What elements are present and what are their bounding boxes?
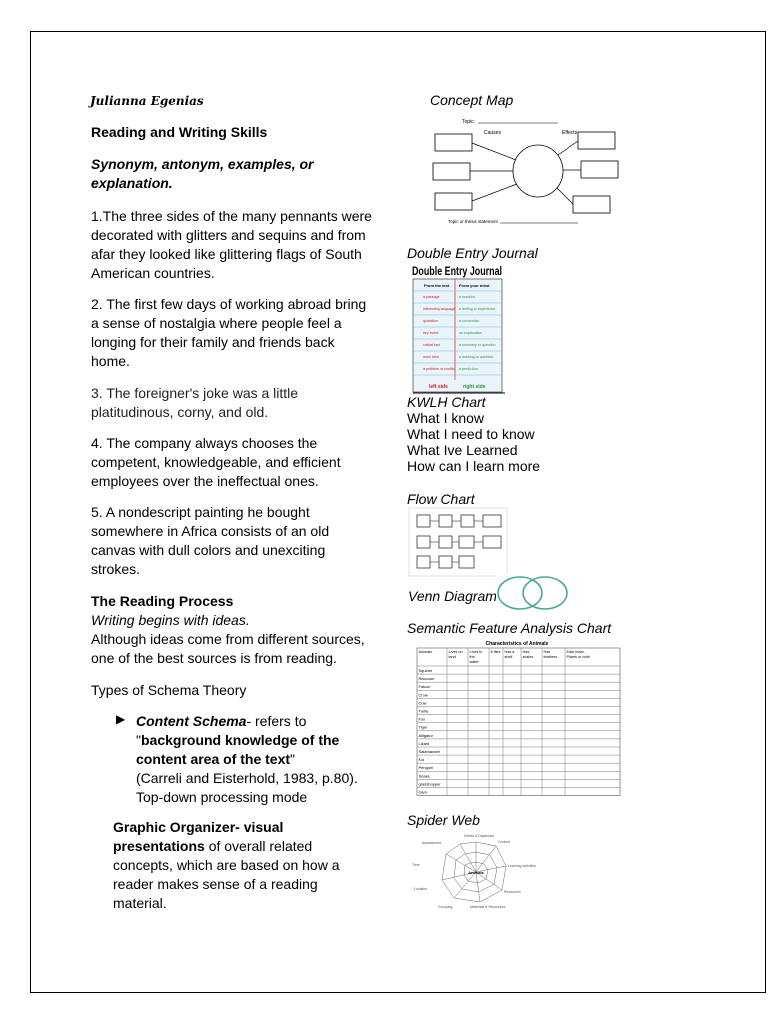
semantic-header-cell: land <box>448 655 456 659</box>
page-title: Reading and Writing Skills <box>91 124 268 140</box>
sentence-5: 5. A nondescript painting he bought somewhere in Africa consists of an old canvas with dull colors and unexciting strokes. <box>91 504 330 577</box>
page-subtitle: Synonym, antonym, examples, or explanation. <box>91 156 314 191</box>
de-left-row: key event <box>423 331 439 335</box>
spider-spoke: Materials & Resources <box>470 905 506 909</box>
semantic-caption: Characteristics of Animals <box>485 641 549 647</box>
kwlh-list <box>407 410 540 474</box>
graphic-organizer-block <box>113 818 343 913</box>
semantic-header-cell: Has <box>543 650 551 654</box>
semantic-header-cell: the <box>469 655 475 659</box>
concept-map-thesis: Topic or thesis statement <box>448 219 498 224</box>
de-left-row: a problem or conflict <box>423 367 456 371</box>
semantic-animal-cell: Squirrel <box>418 668 433 673</box>
concept-map-topic: Topic: <box>462 119 476 125</box>
reading-process-text: Although ideas come from different sources, one of the best sources is from reading. <box>91 631 365 666</box>
kwlh-item-need: What I need to know <box>407 426 535 442</box>
content-schema-mode: Top-down processing mode <box>136 789 308 805</box>
semantic-header-cell: Lives in <box>469 650 483 654</box>
semantic-header-cell: Eats meat, <box>566 650 585 654</box>
content-schema-definition: background knowledge of the content area of the text <box>136 732 340 767</box>
semantic-figure <box>415 638 620 795</box>
concept-map-causes: Causes <box>484 130 501 136</box>
semantic-header-cell: Plants or both <box>566 655 590 659</box>
semantic-animal-cell: Koi <box>418 757 425 763</box>
spider-center: Animals <box>468 870 484 875</box>
semantic-label: Semantic Feature Analysis Chart <box>407 620 612 636</box>
flow-chart-label: Flow Chart <box>407 491 475 507</box>
semantic-animal-cell: clam <box>418 789 427 795</box>
double-entry-col1: From the text <box>424 283 450 288</box>
content-schema-citation: (Carreli and Eisterhold, 1983, p.80). <box>136 770 358 786</box>
de-right-row: a feeling or experience <box>459 307 496 311</box>
concept-map-effects: Effects <box>562 130 578 136</box>
content-schema-term: Content Schema <box>136 713 247 729</box>
semantic-animal-cell: Crow <box>418 692 428 698</box>
semantic-animal-cell: Turtle <box>418 708 429 714</box>
content-schema-refers: - refers to <box>246 713 307 729</box>
de-right-row: an explanation <box>459 331 483 335</box>
reading-process-subheading: Writing begins with ideas. <box>91 612 250 628</box>
quote-close: " <box>290 751 296 767</box>
semantic-animal-cell: grasshopper <box>418 781 441 787</box>
sentence-4: 4. The company always chooses the competent, knowledgeable, and efficient employees over the ineffectual ones. <box>91 435 341 489</box>
sentence-3: 3. The foreigner's joke was a little platitudinous, corny, and old. <box>91 385 299 420</box>
double-entry-col2: From your mind <box>459 283 490 288</box>
semantic-animal-cell: Tiger <box>418 724 428 730</box>
semantic-animal-cell: Fox <box>418 716 426 722</box>
semantic-header-cell: Has a <box>504 650 515 654</box>
semantic-animal-cell: Lizard <box>418 740 430 746</box>
double-entry-title: Double Entry Journal <box>412 266 502 278</box>
schema-heading: Types of Schema Theory <box>91 682 247 698</box>
kwlh-item-know: What I know <box>407 410 485 426</box>
semantic-header-cell: It flies <box>490 650 501 654</box>
sentence-1: 1.The three sides of the many pennants were decorated with glitters and sequins and from afar they looked like glittering flags of South American countries. <box>91 208 372 281</box>
kwlh-label: KWLH Chart <box>407 394 486 410</box>
de-foot-left: left side <box>429 384 448 390</box>
semantic-animal-cell: Penguin <box>418 765 434 771</box>
de-right-row: a connection <box>459 319 480 323</box>
de-left-row: quotation <box>423 319 438 323</box>
de-right-row: a drawing or question <box>459 355 494 359</box>
de-right-row: a prediction <box>459 367 478 371</box>
bullet-triangle-icon: ▶ <box>116 712 126 726</box>
kwlh-item-how: How can I learn more <box>407 458 541 474</box>
flow-chart-figure <box>409 508 507 576</box>
venn-figure <box>496 574 570 612</box>
reading-process-heading: The Reading Process <box>91 593 234 609</box>
spider-spoke: Resources <box>504 890 521 894</box>
sentence-2: 2. The first few days of working abroad bring a sense of nostalgia where people feel a longing for their family and friends back home. <box>91 296 367 369</box>
semantic-header-cell: scales <box>522 655 534 659</box>
de-left-row: a passage <box>423 295 440 299</box>
concept-map-label: Concept Map <box>430 92 514 108</box>
de-foot-right: right side <box>463 384 486 390</box>
semantic-animal-cell: Alligator <box>418 732 433 738</box>
semantic-animal-cell: Raccoon <box>418 676 435 682</box>
spider-label: Spider Web <box>407 812 480 828</box>
spider-spoke: Content <box>498 840 511 844</box>
semantic-animal-cell: Falcon <box>418 684 431 690</box>
semantic-header-cell: feathers <box>543 655 558 659</box>
graphic-organizer-text: of overall related concepts, which are based on how a reader makes sense of a reading material. <box>113 838 340 911</box>
semantic-header-cell: Has <box>522 650 530 654</box>
spider-spoke: Time <box>412 863 420 867</box>
double-entry-figure <box>407 262 507 394</box>
spider-spoke: Location <box>414 887 428 891</box>
content-schema-block <box>136 712 366 807</box>
kwlh-item-learned: What Ive Learned <box>407 442 518 458</box>
semantic-header-cell: Lives on <box>448 650 463 654</box>
spider-spoke: Seeds & Daydream <box>464 834 495 838</box>
author-name: Julianna Egenias <box>90 94 204 108</box>
venn-label: Venn Diagram <box>408 588 497 604</box>
graphic-organizer-term: Graphic Organizer- visual presentations <box>113 819 284 854</box>
spider-spoke: Grouping <box>438 905 453 909</box>
de-left-row: main idea <box>423 355 439 359</box>
semantic-animal-cell: Snake <box>418 773 430 779</box>
semantic-header-cell: water <box>469 660 479 664</box>
spider-spoke: Learning activities <box>508 864 537 868</box>
semantic-animal-cell: Salamander <box>418 749 441 754</box>
semantic-animal-cell: Cow <box>418 700 427 706</box>
spider-spoke: Assessment <box>422 841 442 845</box>
semantic-header-cell: Animals <box>418 650 433 654</box>
quote-open: " <box>136 732 141 748</box>
double-entry-label: Double Entry Journal <box>407 245 538 261</box>
de-left-row: interesting language <box>423 307 456 311</box>
concept-map-figure <box>428 113 620 228</box>
de-right-row: a reaction <box>459 295 475 299</box>
de-left-row: critical fact <box>423 343 440 347</box>
de-right-row: a summary or question <box>459 343 496 347</box>
spider-figure <box>408 832 548 914</box>
semantic-header-cell: shell <box>504 655 513 659</box>
